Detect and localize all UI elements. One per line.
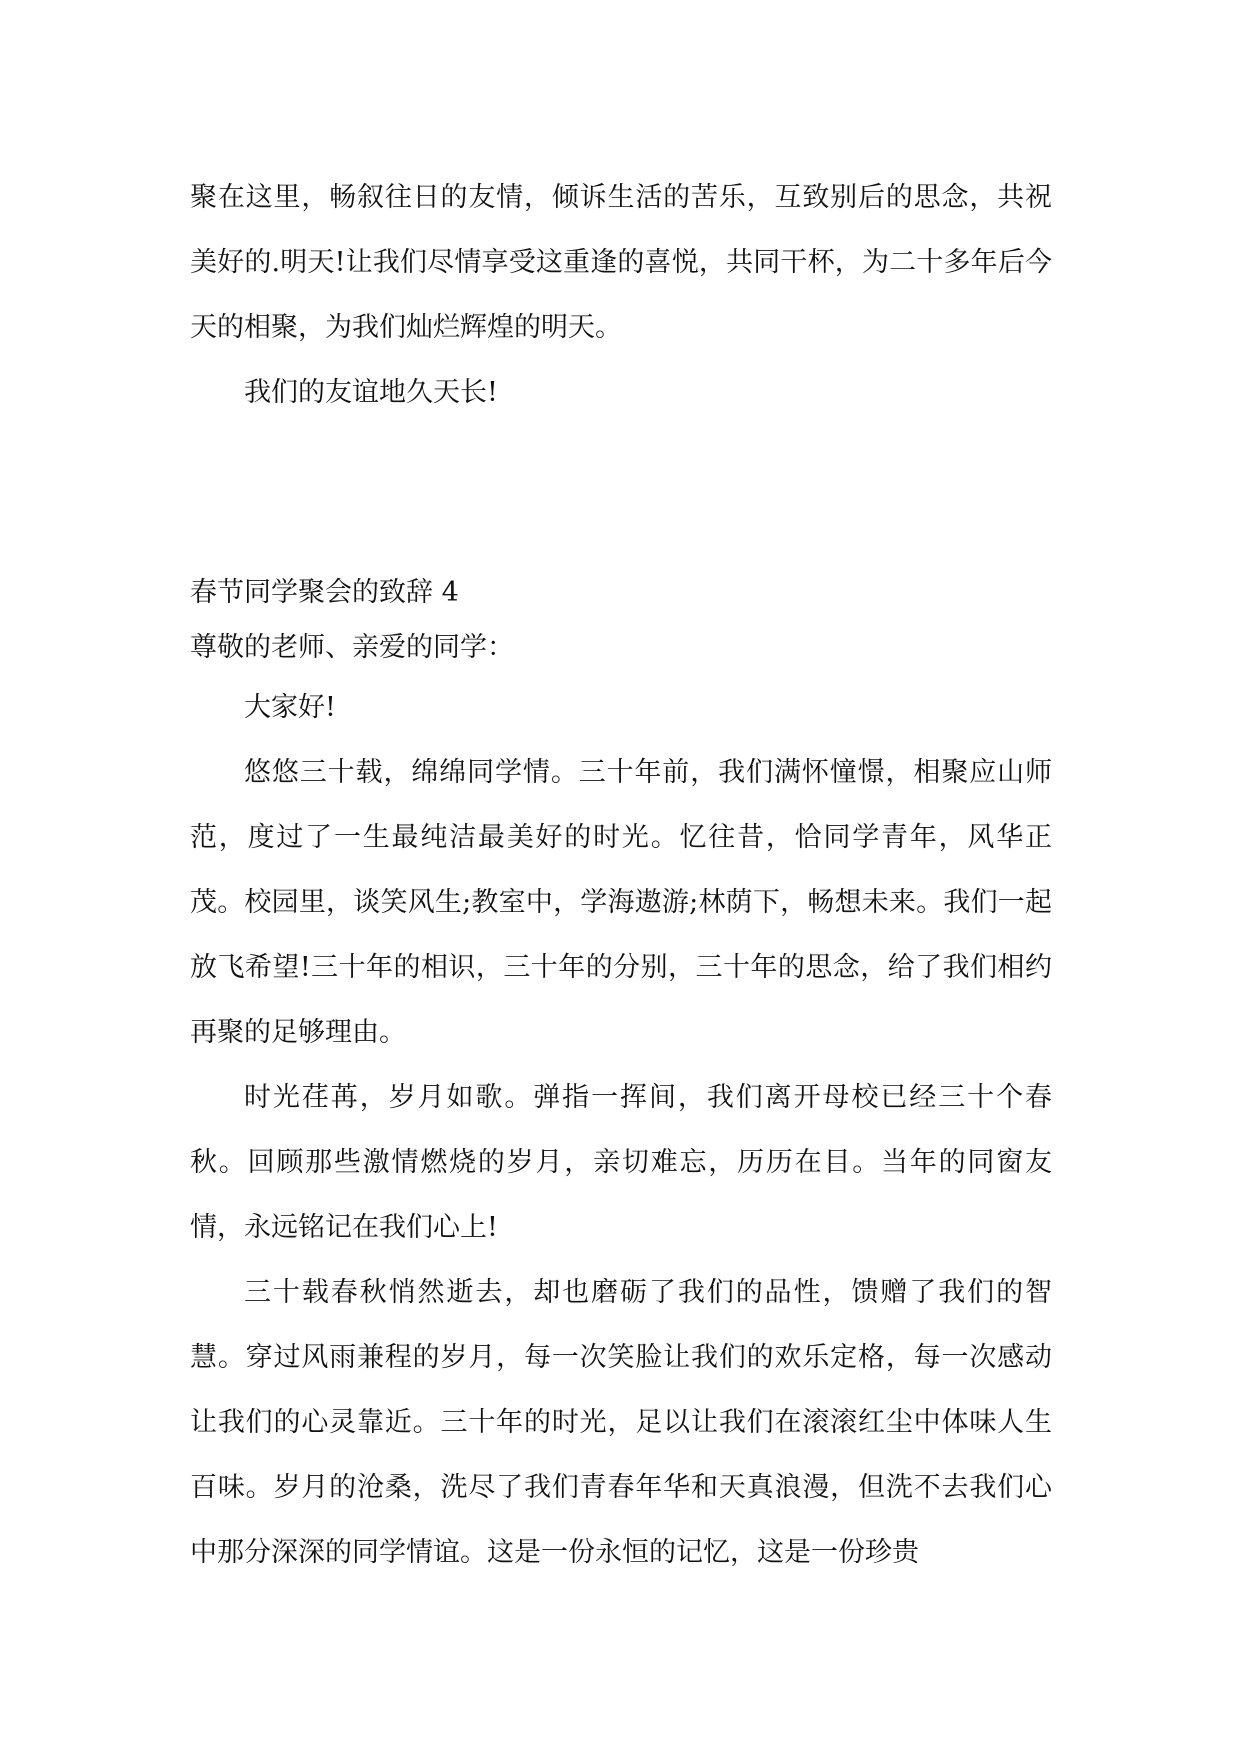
body-paragraph: 三十载春秋悄然逝去，却也磨砺了我们的品性，馈赠了我们的智慧。穿过风雨兼程的岁月，每一次笑脸让我们的欢乐定格，每一次感动让我们的心灵靠近。三十年的时光，足以让我们在滚滚红尘中体味人生百味。岁月的沧桑，洗尽了我们青春年华和天真浪漫，但洗不去我们心中那分深深的同学情谊。这是一份永恒的记忆，这是一份珍贵 <box>190 1277 1052 1568</box>
section-title: 春节同学聚会的致辞 4 <box>190 577 459 608</box>
document-body <box>190 165 1052 1585</box>
closing-line: 我们的友谊地久天长! <box>244 377 498 408</box>
body-paragraph: 时光荏苒，岁月如歌。弹指一挥间，我们离开母校已经三十个春秋。回顾那些激情燃烧的岁月，亲切难忘，历历在目。当年的同窗友情，永远铭记在我们心上! <box>190 1082 1052 1243</box>
body-paragraph: 悠悠三十载，绵绵同学情。三十年前，我们满怀憧憬，相聚应山师范，度过了一生最纯洁最美好的时光。忆往昔，恰同学青年，风华正茂。校园里，谈笑风生;教室中，学海遨游;林荫下，畅想未来。我们一起放飞希望!三十年的相识，三十年的分别，三十年的思念，给了我们相约再聚的足够理由。 <box>190 757 1052 1048</box>
section-spacer <box>190 425 1052 565</box>
salutation: 尊敬的老师、亲爱的同学： <box>190 632 514 663</box>
greeting: 大家好! <box>244 692 336 723</box>
continued-paragraph: 聚在这里，畅叙往日的友情，倾诉生活的苦乐，互致别后的思念，共祝美好的.明天!让我们尽情享受这重逢的喜悦，共同干杯，为二十多年后今天的相聚，为我们灿烂辉煌的明天。 <box>190 182 1052 343</box>
